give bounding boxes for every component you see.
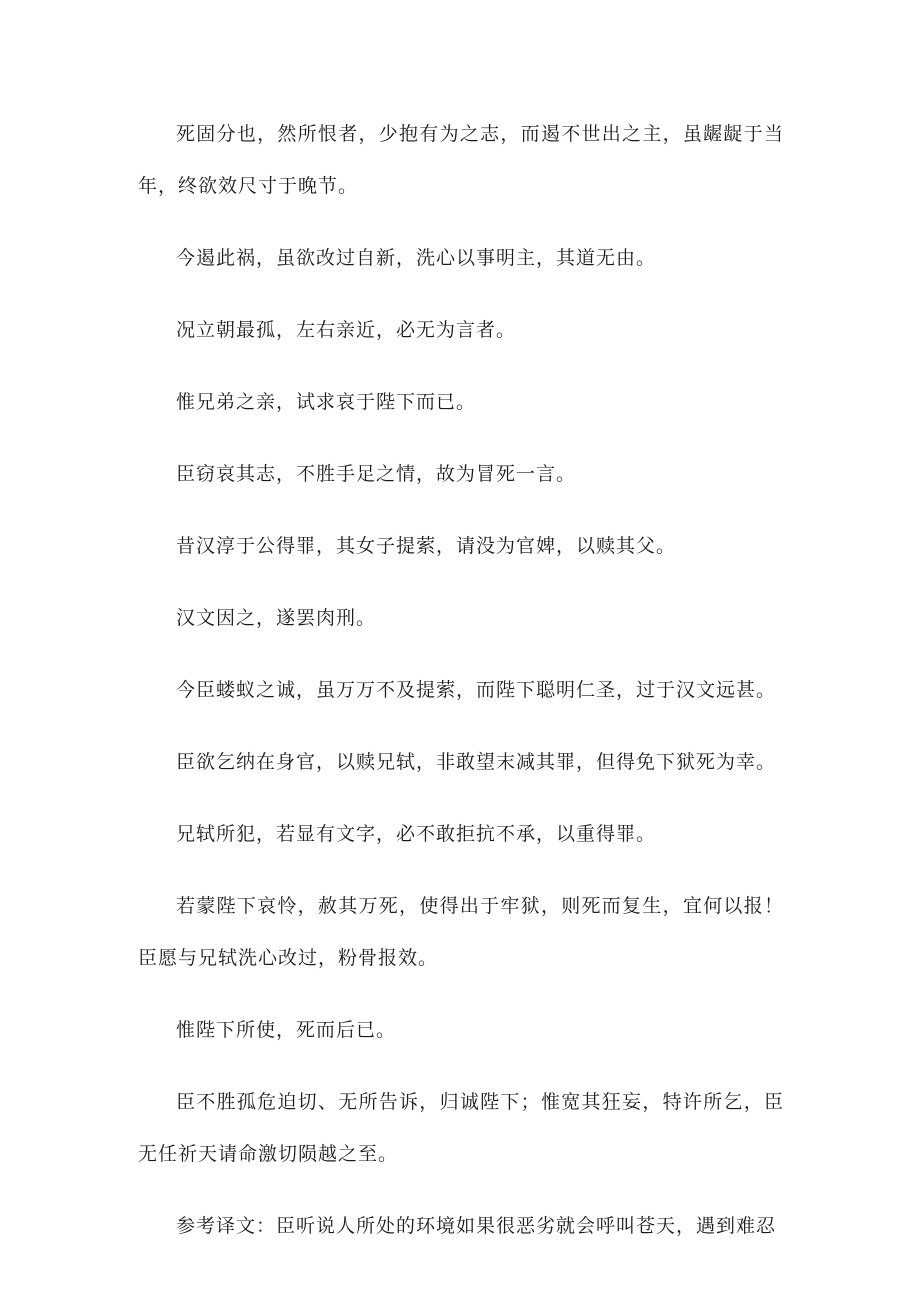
paragraph-12: 惟陛下所使，死而后已。: [176, 1019, 397, 1041]
paragraph-9: 臣欲乞纳在身官，以赎兄轼，非敢望末减其罪，但得免下狱死为幸。: [176, 751, 777, 773]
paragraph-7: 汉文因之，遂罢肉刑。: [176, 607, 377, 629]
paragraph-5: 臣窃哀其志，不胜手足之情，故为冒死一言。: [176, 463, 577, 485]
paragraph-14: 参考译文：臣听说人所处的环境如果很恶劣就会呼叫苍天，遇到难忍: [176, 1215, 777, 1237]
paragraph-13: 臣不胜孤危迫切、无所告诉，归诚陛下；惟宽其狂妄，特许所乞，臣无任祈天请命激切陨越之至。: [138, 1091, 784, 1165]
paragraph-8: 今臣蝼蚁之诚，虽万万不及提萦，而陛下聪明仁圣，过于汉文远甚。: [176, 679, 777, 701]
paragraph-11: 若蒙陛下哀怜，赦其万死，使得出于牢狱，则死而复生，宜何以报！臣愿与兄轼洗心改过，粉骨报效。: [138, 895, 784, 969]
paragraph-2: 今遏此祸，虽欲改过自新，洗心以事明主，其道无由。: [176, 247, 657, 269]
paragraph-1: 死固分也，然所恨者，少抱有为之志，而遏不世出之主，虽龌龊于当年，终欲效尺寸于晚节。: [138, 123, 784, 197]
paragraph-10: 兄轼所犯，若显有文字，必不敢拒抗不承，以重得罪。: [176, 823, 657, 845]
body-text: [138, 108, 784, 1252]
paragraph-4: 惟兄弟之亲，试求哀于陛下而已。: [176, 391, 477, 413]
paragraph-6: 昔汉淳于公得罪，其女子提萦，请没为官婢，以赎其父。: [176, 535, 677, 557]
paragraph-3: 况立朝最孤，左右亲近，必无为言者。: [176, 319, 517, 341]
